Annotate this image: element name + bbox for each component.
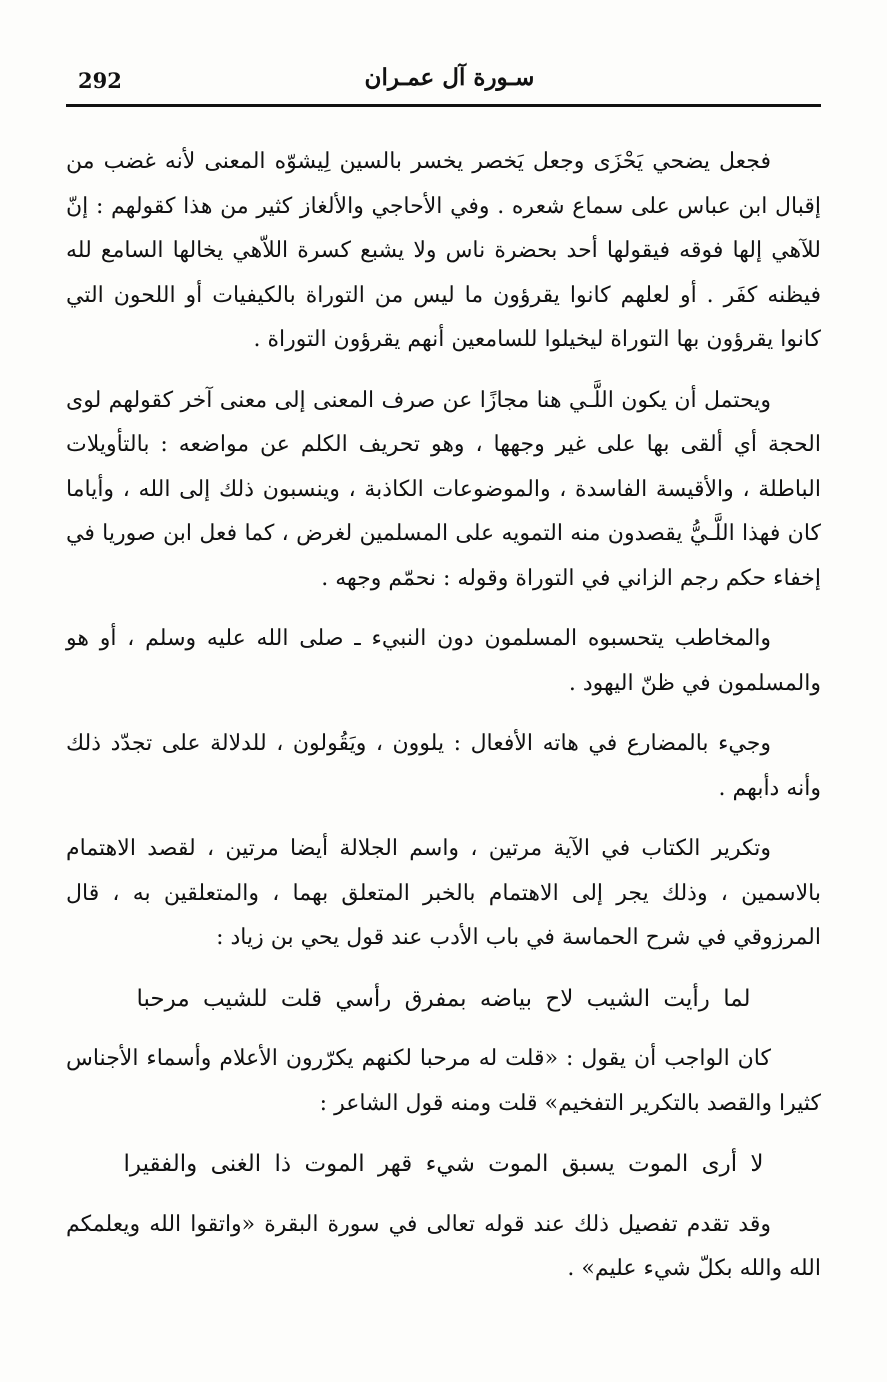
running-title: سـورة آل عمـران [364, 64, 535, 91]
page-number: 292 [78, 68, 122, 93]
page-body [66, 140, 821, 1308]
paragraph-7: وقد تقدم تفصيل ذلك عند قوله تعالى في سورة البقرة «واتقوا الله ويعلمكم الله والله بكلّ شيء عليم» . [66, 1211, 821, 1281]
paragraph-3: والمخاطب يتحسبوه المسلمون دون النبيء ـ صلى الله عليه وسلم ، أو هو والمسلمون في ظنّ اليهود . [66, 626, 821, 696]
paragraph-2: ويحتمل أن يكون اللَّـي هنا مجازًا عن صرف المعنى إلى معنى آخر كقولهم لوى الحجة أي ألقى بها على غير وجهها ، وهو تحريف الكلم عن مواضعه : بالتأويلات الباطلة ، والأقيسة الفاسدة ، والموضوعات الكاذبة ، وينسبون ذلك إلى الله ، وأياما كان فهذا اللَّـيُّ يقصدون منه التمويه على المسلمين لغرض ، كما فعل ابن صوريا في إخفاء حكم رجم الزاني في التوراة وقوله : نحمّم وجهه . [66, 387, 821, 591]
header-rule [66, 104, 821, 107]
verse-2: لا أرى الموت يسبق الموت شيء قهر الموت ذا الغنى والفقيرا [123, 1151, 764, 1177]
verse-1: لما رأيت الشيب لاح بياضه بمفرق رأسي قلت للشيب مرحبا [136, 985, 751, 1012]
paragraph-5: وتكرير الكتاب في الآية مرتين ، واسم الجلالة أيضا مرتين ، لقصد الاهتمام بالاسمين ، وذلك يجر إلى الاهتمام بالخبر المتعلق بهما ، والمتعلقين به ، قال المرزوقي في شرح الحماسة في باب الأدب عند قول يحي بن زياد : [66, 836, 821, 950]
paragraph-4: وجيء بالمضارع في هاته الأفعال : يلوون ، ويَقُولون ، للدلالة على تجدّد ذلك وأنه دأبهم . [66, 731, 821, 801]
paragraph-6: كان الواجب أن يقول : «قلت له مرحبا لكنهم يكرّرون الأعلام وأسماء الأجناس كثيرا والقصد بالتكرير التفخيم» قلت ومنه قول الشاعر : [66, 1046, 821, 1116]
page-header [78, 64, 821, 100]
paragraph-1: فجعل يضحي يَحْزَى وجعل يَخصر يخسر بالسين لِيشوّه المعنى لأنه غضب من إقبال ابن عباس على سماع شعره . وفي الأحاجي والألغاز كثير من هذا كقولهم : إنّ للآهي إلها فوقه فيقولها أحد بحضرة ناس ولا يشبع كسرة اللاّهي يخالها السامع لله فيظنه كفَر . أو لعلهم كانوا يقرؤون ما ليس من التوراة بالكيفيات أو اللحون التي كانوا يقرؤون بها التوراة ليخيلوا للسامعين أنهم يقرؤون التوراة . [66, 149, 821, 352]
